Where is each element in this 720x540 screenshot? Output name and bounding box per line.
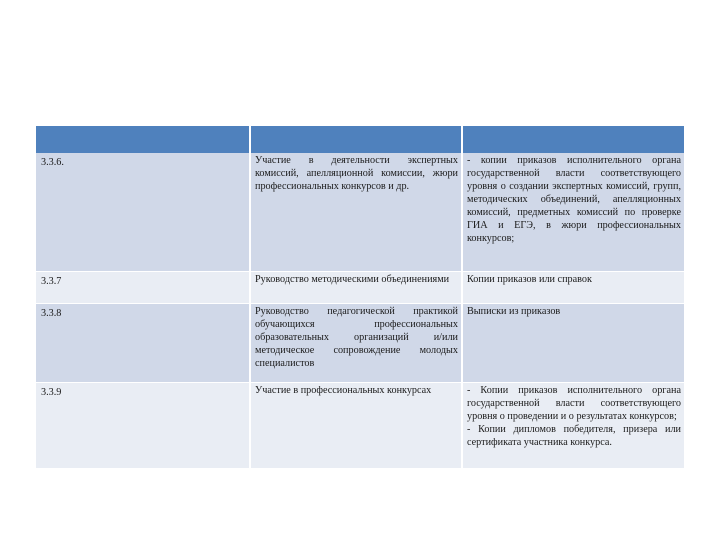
row-documents: - копии приказов исполнительного органа государственной власти соответствующего уровня о создании экспертных комиссий, групп, методических объединений, апелляционных комиссий, предметных комиссий по проверке ГИА и ЕГЭ, в жюри профессиональных конкурсов;: [462, 153, 684, 272]
row-documents: Выписки из приказов: [462, 304, 684, 383]
row-activity: Участие в деятельности экспертных комиссий, апелляционной комиссии, жюри профессиональных конкурсов и др.: [250, 153, 462, 272]
row-number: 3.3.6.: [36, 153, 250, 272]
table-header-row: [36, 126, 684, 153]
table-row: [36, 153, 684, 272]
header-cell-documents: [462, 126, 684, 153]
row-number: 3.3.9: [36, 383, 250, 469]
row-documents: - Копии приказов исполнительного органа государственной власти соответствующего уровня о проведении и о результатах конкурсов; - Копии дипломов победителя, призера или сертификата участника конкурса.: [462, 383, 684, 469]
header-cell-number: [36, 126, 250, 153]
row-number: 3.3.8: [36, 304, 250, 383]
criteria-table: [36, 126, 684, 469]
table-row: [36, 304, 684, 383]
row-activity: Руководство методическими объединениями: [250, 272, 462, 304]
row-number: 3.3.7: [36, 272, 250, 304]
table-row: [36, 383, 684, 469]
row-activity: Участие в профессиональных конкурсах: [250, 383, 462, 469]
row-activity: Руководство педагогической практикой обучающихся профессиональных образовательных организаций и/или методическое сопровождение молодых специалистов: [250, 304, 462, 383]
table-row: [36, 272, 684, 304]
header-cell-activity: [250, 126, 462, 153]
row-documents: Копии приказов или справок: [462, 272, 684, 304]
